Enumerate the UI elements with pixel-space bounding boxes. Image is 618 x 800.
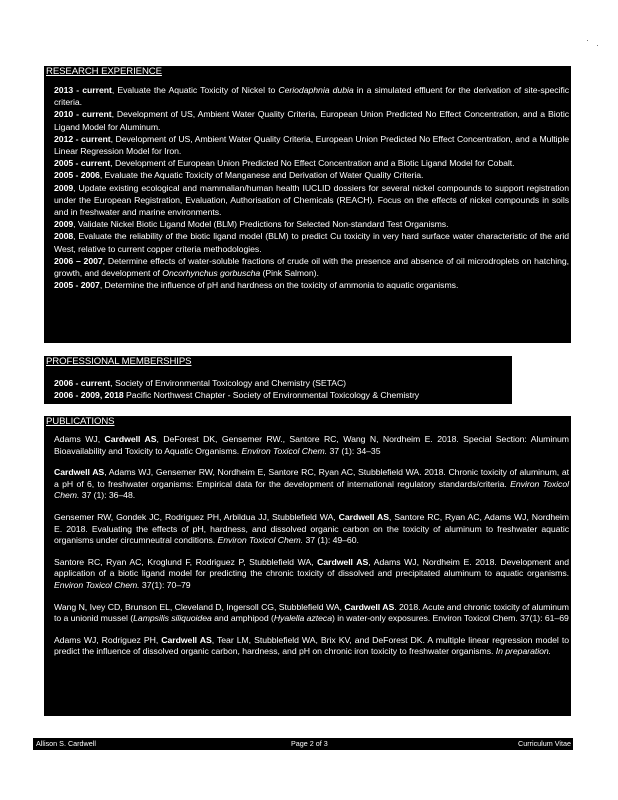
entry-years: 2006 – 2007 — [54, 255, 103, 266]
membership-text: Pacific Northwest Chapter - Society of Environmental Toxicology & Chemistry — [123, 390, 420, 401]
membership-years: 2006 - 2009, 2018 — [54, 390, 124, 401]
publication-entry — [54, 467, 569, 502]
entry-text: , Evaluate the reliability of the biotic ligand model (BLM) to predict Cu toxicity in very hard surface water characteristic of the arid West, relative to current copper criteria methodologies. — [54, 231, 569, 254]
pub-citation-tail: ) in water-only exposures. Environ Toxicol Chem. 37(1): 61–69 — [331, 613, 569, 624]
pub-species: Hyalella azteca — [273, 613, 332, 624]
pub-body: , DeForest DK, Gensemer RW., Santore RC, Wang N, Nordheim E. 2018. Special Section: Aluminum Bioavailability and Toxicity to Aquatic Organisms. — [54, 434, 569, 456]
research-entry — [54, 218, 569, 230]
pub-citation: and amphipod ( — [211, 613, 274, 624]
entry-species: Oncorhynchus gorbuscha — [162, 268, 261, 279]
research-entry — [54, 255, 569, 279]
pub-authors: Adams WJ, Rodriguez PH, — [54, 634, 162, 645]
section-heading: PROFESSIONAL MEMBERSHIPS — [46, 356, 192, 367]
entry-years: 2005 - 2007 — [54, 280, 100, 291]
research-entry — [54, 230, 569, 254]
membership-years: 2006 - current — [54, 378, 111, 388]
entry-text: , Evaluate the Aquatic Toxicity of Nickel to — [111, 85, 279, 95]
entry-years: 2005 - 2006 — [54, 170, 100, 181]
publication-entry — [54, 557, 569, 592]
research-entry — [54, 182, 569, 219]
publication-list — [54, 434, 569, 668]
pub-citation: 37(1): 70–79 — [139, 579, 191, 590]
entry-text: , Determine the influence of pH and hardness on the toxicity of ammonia to aquatic organisms. — [99, 280, 459, 291]
research-entry — [54, 157, 569, 169]
publication-entry — [54, 512, 569, 547]
pub-body: , Adams WJ, Nordheim E. 2018. Development and application of a biotic ligand model for predicting the chronic toxicity of dissolved and precipitated aluminum to aquatic organisms. — [54, 556, 569, 579]
pub-authors: Wang N, Ivey CD, Brunson EL, Cleveland D, Ingersoll CG, Stubblefield WA, — [54, 601, 345, 612]
pub-highlight-author: Cardwell AS — [54, 467, 105, 478]
footer-page-number: Page 2 of 3 — [291, 739, 328, 748]
footer-document-title: Curriculum Vitae — [518, 739, 571, 748]
research-experience-section — [44, 66, 571, 343]
pub-journal: Environ Toxicol Chem. — [54, 579, 140, 590]
section-heading: RESEARCH EXPERIENCE — [46, 66, 162, 77]
pub-journal: Environ Toxicol Chem. — [241, 445, 328, 456]
membership-text: , Society of Environmental Toxicology and Chemistry (SETAC) — [110, 378, 347, 388]
research-entry — [54, 84, 569, 108]
membership-entry — [54, 389, 510, 401]
pub-body: , Tear LM, Stubblefield WA, Brix KV, and DeForest DK. A multiple linear regression model to predict the influence of dissolved organic carbon, hardness, and pH on chronic iron toxicity to freshwater organisms. — [54, 634, 569, 657]
research-entry — [54, 279, 569, 291]
pub-citation: 37 (1): 49–60. — [303, 535, 359, 546]
entry-text: , Validate Nickel Biotic Ligand Model (BLM) Predictions for Selected Non-standard Test Organisms. — [73, 219, 449, 230]
publication-entry — [54, 602, 569, 625]
entry-years: 2009 — [54, 182, 74, 193]
pub-body: . 2018. Acute and chronic toxicity of aluminum to a unionid mussel ( — [54, 601, 569, 624]
entry-years: 2012 - current — [54, 133, 111, 144]
pub-body: , Santore RC, Ryan AC, Adams WJ, Nordheim E. 2018. Evaluating the effects of pH, hardness, and dissolved organic carbon on the toxicity of aluminum to freshwater aquatic organisms under circumneutral conditions. — [54, 511, 569, 546]
pub-journal: Environ Toxicol Chem. — [54, 478, 570, 501]
page-footer — [33, 738, 573, 750]
entry-text: , Determine effects of water-soluble fractions of crude oil with the presence and absence of oil microdroplets on hatching, growth, and development of — [54, 255, 569, 279]
entry-years: 2008 — [54, 231, 74, 242]
pub-authors: Gensemer RW, Gondek JC, Rodriguez PH, Arbildua JJ, Stubblefield WA, — [54, 511, 339, 522]
entry-years: 2013 - current — [54, 85, 112, 95]
pub-journal: In preparation. — [495, 646, 552, 657]
entry-text-tail: in a simulated effluent for the derivation of site-specific criteria. — [54, 85, 569, 108]
publications-section — [44, 416, 571, 716]
pub-highlight-author: Cardwell AS — [317, 556, 369, 567]
entry-text: , Development of US, Ambient Water Quality Criteria, European Union Predicted No Effect Concentration, and a Multiple Linear Regression Model for Iron. — [54, 133, 569, 157]
section-heading: PUBLICATIONS — [46, 416, 115, 427]
entry-text: , Development of US, Ambient Water Quality Criteria, European Union Predicted No Effect Concentration, and a Biotic Ligand Model for Aluminum. — [54, 109, 569, 132]
pub-highlight-author: Cardwell AS — [161, 634, 212, 645]
research-entry — [54, 108, 569, 132]
membership-list — [54, 377, 510, 401]
pub-highlight-author: Cardwell AS — [338, 511, 389, 522]
publication-entry — [54, 635, 569, 658]
pub-citation: 37 (1): 34–35 — [327, 445, 381, 456]
scan-speck — [597, 45, 598, 46]
pub-highlight-author: Cardwell AS — [344, 601, 395, 612]
entry-text: , Evaluate the Aquatic Toxicity of Manganese and Derivation of Water Quality Criteria. — [99, 170, 424, 181]
entry-text: , Development of European Union Predicted No Effect Concentration and a Biotic Ligand Model for Cobalt. — [110, 158, 515, 169]
entry-text-tail: (Pink Salmon). — [260, 268, 319, 279]
entry-years: 2009 — [54, 219, 74, 230]
scan-speck — [587, 40, 588, 41]
membership-entry — [54, 377, 510, 389]
research-entry — [54, 133, 569, 157]
entry-species: Ceriodaphnia dubia — [278, 85, 354, 95]
pub-journal: Lampsilis siliquoidea — [133, 613, 212, 624]
pub-journal: Environ Toxicol Chem. — [217, 535, 304, 546]
pub-authors: Santore RC, Ryan AC, Kroglund F, Rodriguez P, Stubblefield WA, — [54, 556, 318, 567]
pub-citation: 37 (1): 36–48. — [79, 490, 136, 501]
pub-body: , Adams WJ, Gensemer RW, Nordheim E, Santore RC, Ryan AC, Stubblefield WA. 2018. Chronic toxicity of aluminum, at a pH of 6, to freshwater organisms: Empirical data for the development of international regulatory standards/criteria. — [54, 467, 569, 489]
research-entry — [54, 169, 569, 181]
pub-authors: Adams WJ, — [54, 434, 105, 444]
entry-years: 2010 - current — [54, 109, 112, 120]
footer-author: Allison S. Cardwell — [36, 739, 96, 748]
entry-text: , Update existing ecological and mammalian/human health IUCLID dossiers for several nickel compounds to support registration under the European Registration, Evaluation, Authorisation of Chemicals (REACH). Focus on the effects of nickel compounds in soils and in freshwater and marine environments. — [54, 182, 569, 218]
publication-entry — [54, 434, 569, 457]
professional-memberships-section — [44, 356, 512, 404]
research-list — [54, 84, 569, 291]
pub-highlight-author: Cardwell AS — [104, 434, 157, 444]
entry-years: 2005 - current — [54, 158, 111, 169]
